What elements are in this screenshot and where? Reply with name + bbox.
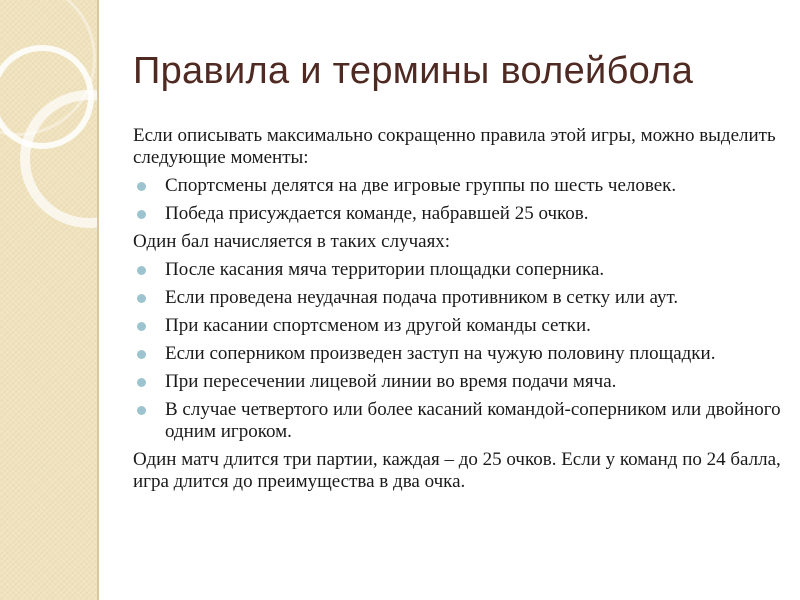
bullet-icon: [137, 378, 146, 387]
list-item: [133, 175, 783, 197]
conclusion-text: Один матч длится три партии, каждая – до 25 очков. Если у команд по 24 балла, игра длится до преимущества в два очка.: [133, 449, 781, 492]
slide-title: Правила и термины волейбола: [133, 50, 694, 92]
list-item-text: При пересечении лицевой линии во время подачи мяча.: [165, 371, 617, 392]
decorative-side-band: [0, 0, 97, 600]
bullet-icon: [137, 406, 146, 415]
list-item-text: Если соперником произведен заступ на чужую половину площадки.: [165, 343, 716, 364]
bullet-icon: [137, 350, 146, 359]
list-item: [133, 371, 783, 393]
list-item: [133, 315, 783, 337]
list-item-text: Если проведена неудачная подача противником в сетку или аут.: [165, 287, 679, 308]
list-item: [133, 203, 783, 225]
bullet-icon: [137, 210, 146, 219]
list-item-text: В случае четвертого или более касаний командой-соперником или двойного одним игроком.: [165, 399, 781, 442]
intro-text: Если описывать максимально сокращенно правила этой игры, можно выделить следующие моменты:: [133, 125, 776, 168]
list-item: [133, 259, 783, 281]
bullet-icon: [137, 294, 146, 303]
list-item-text: Спортсмены делятся на две игровые группы по шесть человек.: [165, 175, 677, 196]
list-item: [133, 343, 783, 365]
bullet-icon: [137, 322, 146, 331]
list-item-text: При касании спортсменом из другой команды сетки.: [165, 315, 591, 336]
points-intro-text: Один бал начисляется в таких случаях:: [133, 231, 451, 252]
list-item-text: Победа присуждается команде, набравшей 25 очков.: [165, 203, 589, 224]
slide-content: [133, 125, 783, 499]
bullet-icon: [137, 266, 146, 275]
bullet-icon: [137, 182, 146, 191]
list-item: [133, 287, 783, 309]
list-item-text: После касания мяча территории площадки соперника.: [165, 259, 605, 280]
list-item: [133, 399, 783, 443]
side-band-edge: [97, 0, 99, 600]
